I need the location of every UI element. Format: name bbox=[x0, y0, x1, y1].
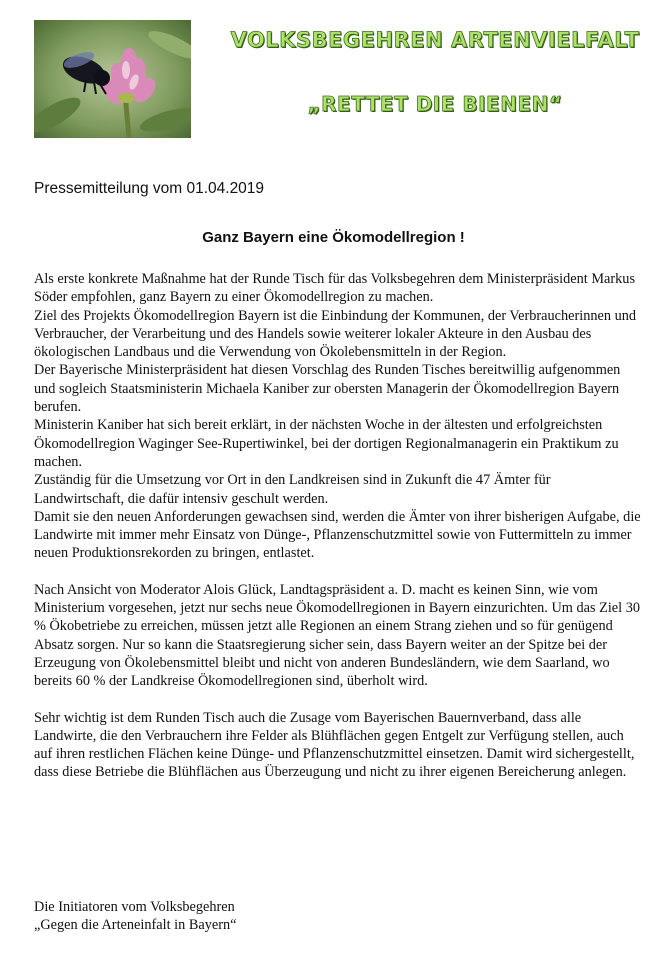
press-release-body bbox=[34, 270, 644, 782]
signature bbox=[34, 898, 236, 935]
body-paragraph-5: Zuständig für die Umsetzung vor Ort in den Landkreisen sind in Zukunft die 47 Ämter für Landwirtschaft, die dafür intensiv geschult werden. bbox=[34, 472, 551, 507]
headline: Ganz Bayern eine Ökomodellregion ! bbox=[202, 229, 465, 246]
campaign-title: VOLKSBEGEHREN ARTENVIELFALT bbox=[230, 28, 640, 52]
bee-on-flower-photo bbox=[34, 20, 191, 138]
signature-line-2: „Gegen die Arteneinfalt in Bayern“ bbox=[34, 917, 237, 934]
body-paragraph-4: Ministerin Kaniber hat sich bereit erklärt, in der nächsten Woche in der ältesten und erfolgreichsten Ökomodellregion Waginger See-Rupertiwinkel, bei der dortigen Regionalmanagerin ein Praktikum zu machen. bbox=[34, 417, 619, 470]
body-paragraph-7: Nach Ansicht von Moderator Alois Glück, Landtagspräsident a. D. macht es keinen Sinn, wie vom Ministerium vorgesehen, jetzt nur sechs neue Ökomodellregionen in Bayern einzurichten. Um das Ziel 30 % Ökobetriebe zu erreichen, müssen jetzt alle Regionen an einem Strang ziehen und so für genügend Absatz sorgen. Nur so kann die Staatsregierung sicher sein, dass Bayern weiter an der Spitze bei der Erzeugung von Ökolebensmittel bleibt und nicht von anderen Bundesländern, wie dem Saarland, wo bereits 60 % der Landkreise Ökomodellregionen sind, überholt wird. bbox=[34, 581, 640, 690]
body-paragraph-8: Sehr wichtig ist dem Runden Tisch auch die Zusage vom Bayerischen Bauernverband, dass alle Landwirte, die den Verbrauchern ihre Felder als Blühflächen gegen Entgelt zur Verfügung stellen, auch auf ihren restlichen Flächen keine Dünge- und Pflanzenschutzmittel einsetzen. Damit wird sichergestellt, dass diese Betriebe die Blühflächen aus Überzeugung und nicht zu ihrer eigenen Bereicherung anlegen. bbox=[34, 709, 635, 781]
body-paragraph-3: Der Bayerische Ministerpräsident hat diesen Vorschlag des Runden Tisches bereitwillig aufgenommen und sogleich Staatsministerin Michaela Kaniber zur obersten Managerin der Ökomodellregion Bayern berufen. bbox=[34, 362, 621, 416]
campaign-slogan: „RETTET DIE BIENEN“ bbox=[307, 92, 563, 116]
body-paragraph-6: Damit sie den neuen Anforderungen gewachsen sind, werden die Ämter von ihrer bisherigen Aufgabe, die Landwirte mit immer mehr Einsatz von Dünge-, Pflanzenschutzmittel sowie von Futtermitteln zu immer neuen Produktionsrekorden zu bringen, entlastet. bbox=[34, 508, 641, 562]
body-paragraph-2: Ziel des Projekts Ökomodellregion Bayern ist die Einbindung der Kommunen, der Verbraucherinnen und Verbraucher, der Verarbeitung und des Handels sowie weiterer lokaler Akteure in den Ausbau des ökologischen Landbaus und die Verwendung von Ökolebensmitteln in der Region. bbox=[34, 307, 637, 361]
signature-line-1: Die Initiatoren vom Volksbegehren bbox=[34, 899, 235, 915]
body-paragraph-1: Als erste konkrete Maßnahme hat der Runde Tisch für das Volksbegehren dem Ministerpräsident Markus Söder empfohlen, ganz Bayern zu einer Ökomodellregion zu machen. bbox=[34, 271, 636, 306]
press-release-date: Pressemitteilung vom 01.04.2019 bbox=[34, 180, 265, 197]
